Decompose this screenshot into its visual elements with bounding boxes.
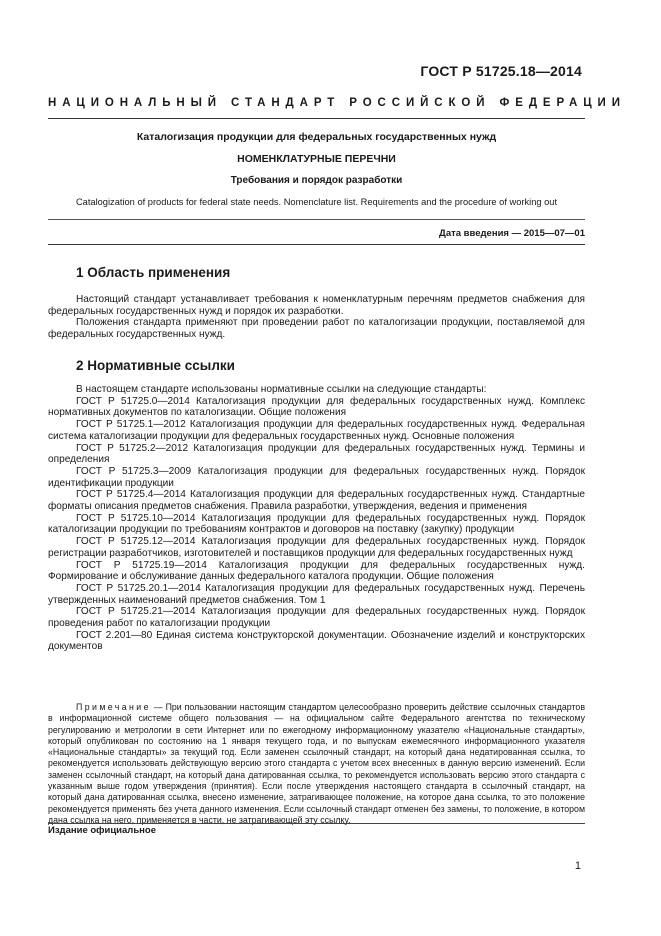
title-line-1: Каталогизация продукции для федеральных государственных нужд [136, 131, 497, 143]
introduction-date: Дата введения — 2015—07—01 [439, 228, 585, 239]
reference-item: ГОСТ Р 51725.3—2009 Каталогизация продукции для федеральных государственных нужд. Порядок идентификации продукции [48, 465, 585, 489]
reference-item: ГОСТ Р 51725.4—2014 Каталогизация продукции для федеральных государственных нужд. Стандартные форматы описания предметов снабжения. Правила разработки, утверждения, ведения и применения [48, 489, 585, 513]
paragraph: Настоящий стандарт устанавливает требования к номенклатурным перечням предметов снабжения для федеральных государственных нужд и порядок их разработки. [48, 294, 585, 317]
section-2-heading: 2 Нормативные ссылки [76, 358, 235, 373]
reference-item: ГОСТ Р 51725.12—2014 Каталогизация продукции для федеральных государственных нужд. Порядок регистрации разработчиков, изготовителей и поставщиков продукции для федеральных государственных нужд [48, 536, 585, 559]
official-edition-label: Издание официальное [48, 825, 156, 836]
section-1-heading: 1 Область применения [76, 265, 231, 280]
national-standard-banner: НАЦИОНАЛЬНЫЙ СТАНДАРТ РОССИЙСКОЙ ФЕДЕРАЦИИ [48, 97, 626, 109]
paragraph: В настоящем стандарте использованы нормативные ссылки на следующие стандарты: [76, 384, 487, 395]
reference-item: ГОСТ Р 51725.20.1—2014 Каталогизация продукции для федеральных государственных нужд. Перечень утвержденных наименований предметов снабжения. Том 1 [48, 582, 585, 606]
note-text: — При пользовании настоящим стандартом целесообразно проверить действие ссылочных стандартов в информационной системе общего пользования — на официальном сайте Федерального агентства по техническому регулированию и метрологии в сети Интернет или по ежегодному информационному указателю «Национальные стандарты», который опубликован по состоянию на 1 января текущего года, и по выпускам ежемесячного информационного указателя «Национальные стандарты» за текущий год. Если заменен ссылочный стандарт, на который дана недатированная ссылка, то рекомендуется использовать действующую версию этого стандарта с учетом всех внесенных в данную версию изменений. Если заменен ссылочный стандарт, на который дана датированная ссылка, то рекомендуется использовать версию этого стандарта с указанным выше годом утверждения (принятия). Если после утверждения настоящего стандарта в ссылочный стандарт, на который дана датированная ссылка, внесено изменение, затрагивающее положение, на которое дана ссылка, то это положение рекомендуется применять без учета данного изменения. Если ссылочный стандарт отменен без замены, то положение, в котором дана ссылка на него, применяется в части, не затрагивающей эту ссылку. [48, 702, 585, 825]
reference-item: ГОСТ Р 51725.0—2014 Каталогизация продукции для федеральных государственных нужд. Комплекс нормативных документов по каталогизации. Общие положения [48, 395, 585, 419]
section-1-body [48, 294, 585, 341]
note-label: Примечание [76, 702, 151, 712]
footer-divider [48, 823, 585, 824]
title-line-3: Требования и порядок разработки [230, 175, 403, 186]
paragraph: Положения стандарта применяют при проведении работ по каталогизации продукции, поставляемой для федеральных государственных нужд. [48, 317, 585, 341]
reference-item: ГОСТ 2.201—80 Единая система конструкторской документации. Обозначение изделий и конструкторских документов [48, 629, 585, 653]
title-divider [48, 219, 585, 220]
page-number: 1 [574, 860, 581, 872]
reference-item: ГОСТ Р 51725.1—2012 Каталогизация продукции для федеральных государственных нужд. Федеральная система каталогизации продукции для федеральных государственных нужд. Основные положения [48, 419, 585, 442]
date-divider [48, 244, 585, 245]
standard-number: ГОСТ Р 51725.18—2014 [420, 63, 582, 79]
reference-item: ГОСТ Р 51725.2—2012 Каталогизация продукции для федеральных государственных нужд. Термины и определения [48, 442, 585, 466]
note-block [48, 702, 585, 826]
english-title: Catalogization of products for federal state needs. Nomenclature list. Requirements and the procedure of working out [75, 197, 558, 207]
reference-item: ГОСТ Р 51725.10—2014 Каталогизация продукции для федеральных государственных нужд. Порядок каталогизации продукции по требованиям контрактов и договоров на поставку (закупку) продукции [48, 512, 585, 536]
note-paragraph [48, 702, 585, 826]
reference-item: ГОСТ Р 51725.21—2014 Каталогизация продукции для федеральных государственных нужд. Порядок проведения работ по каталогизации продукции [48, 606, 585, 630]
top-divider [48, 118, 585, 119]
title-line-2: НОМЕНКЛАТУРНЫЕ ПЕРЕЧНИ [237, 153, 396, 165]
section-2-body [48, 384, 585, 653]
reference-item: ГОСТ Р 51725.19—2014 Каталогизация продукции для федеральных государственных нужд. Формирование и обслуживание данных федерального каталога продукции. Общие положения [48, 559, 585, 583]
